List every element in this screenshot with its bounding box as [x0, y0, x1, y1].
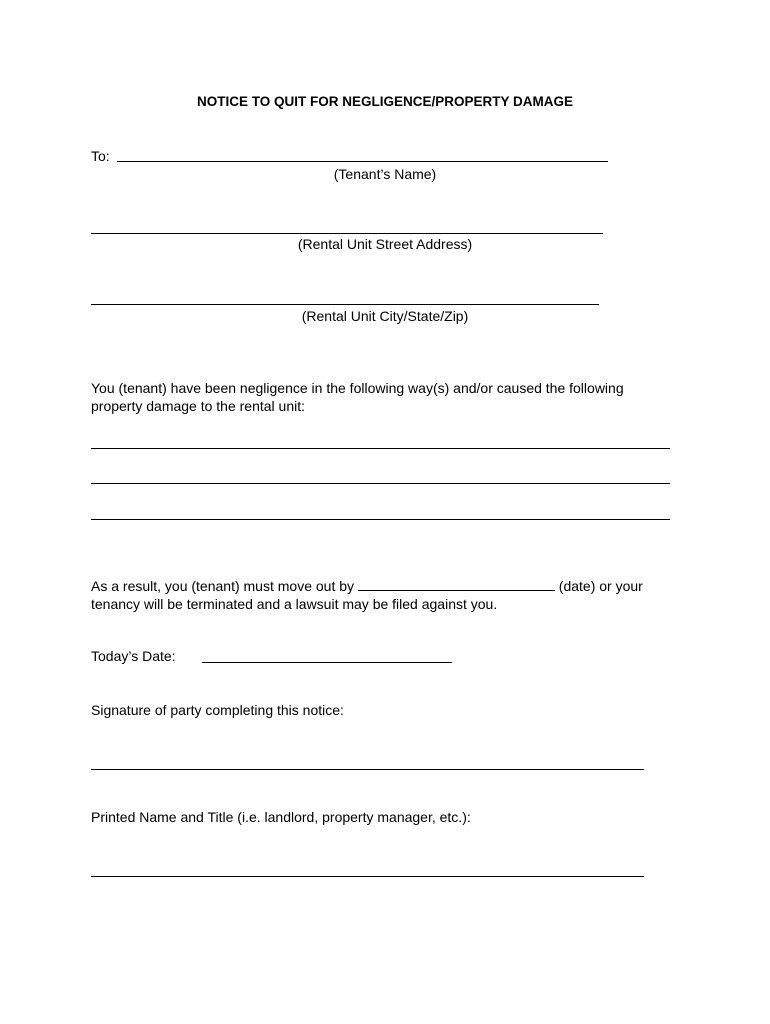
todays-date-field[interactable] [202, 662, 452, 663]
printed-name-field[interactable] [91, 876, 644, 877]
result-paragraph [91, 576, 701, 613]
city-state-zip-field[interactable] [91, 304, 599, 305]
street-address-caption: (Rental Unit Street Address) [297, 236, 473, 252]
negligence-paragraph [91, 379, 691, 415]
result-line-2: tenancy will be terminated and a lawsuit may be filed against you. [91, 596, 498, 612]
todays-date-label: Today’s Date: [91, 648, 176, 664]
result-text-before-date: As a result, you (tenant) must move out by [91, 578, 355, 594]
result-text-after-date: (date) or your [558, 578, 643, 594]
move-out-date-field[interactable] [358, 576, 555, 591]
street-address-field[interactable] [91, 233, 603, 234]
negligence-line-1: You (tenant) have been negligence in the following way(s) and/or caused the following [91, 380, 624, 396]
negligence-description-line-1[interactable] [91, 448, 670, 449]
to-label: To: [91, 148, 110, 164]
signature-field[interactable] [91, 769, 644, 770]
document-title: NOTICE TO QUIT FOR NEGLIGENCE/PROPERTY DAMAGE [196, 94, 574, 109]
tenant-name-caption: (Tenant’s Name) [333, 166, 437, 182]
city-state-zip-caption: (Rental Unit City/State/Zip) [301, 308, 469, 324]
signature-label: Signature of party completing this notice: [91, 702, 344, 718]
negligence-line-2: property damage to the rental unit: [91, 398, 306, 414]
negligence-description-line-2[interactable] [91, 483, 670, 484]
negligence-description-line-3[interactable] [91, 519, 670, 520]
printed-name-label: Printed Name and Title (i.e. landlord, property manager, etc.): [91, 809, 471, 825]
tenant-name-field[interactable] [117, 161, 608, 162]
